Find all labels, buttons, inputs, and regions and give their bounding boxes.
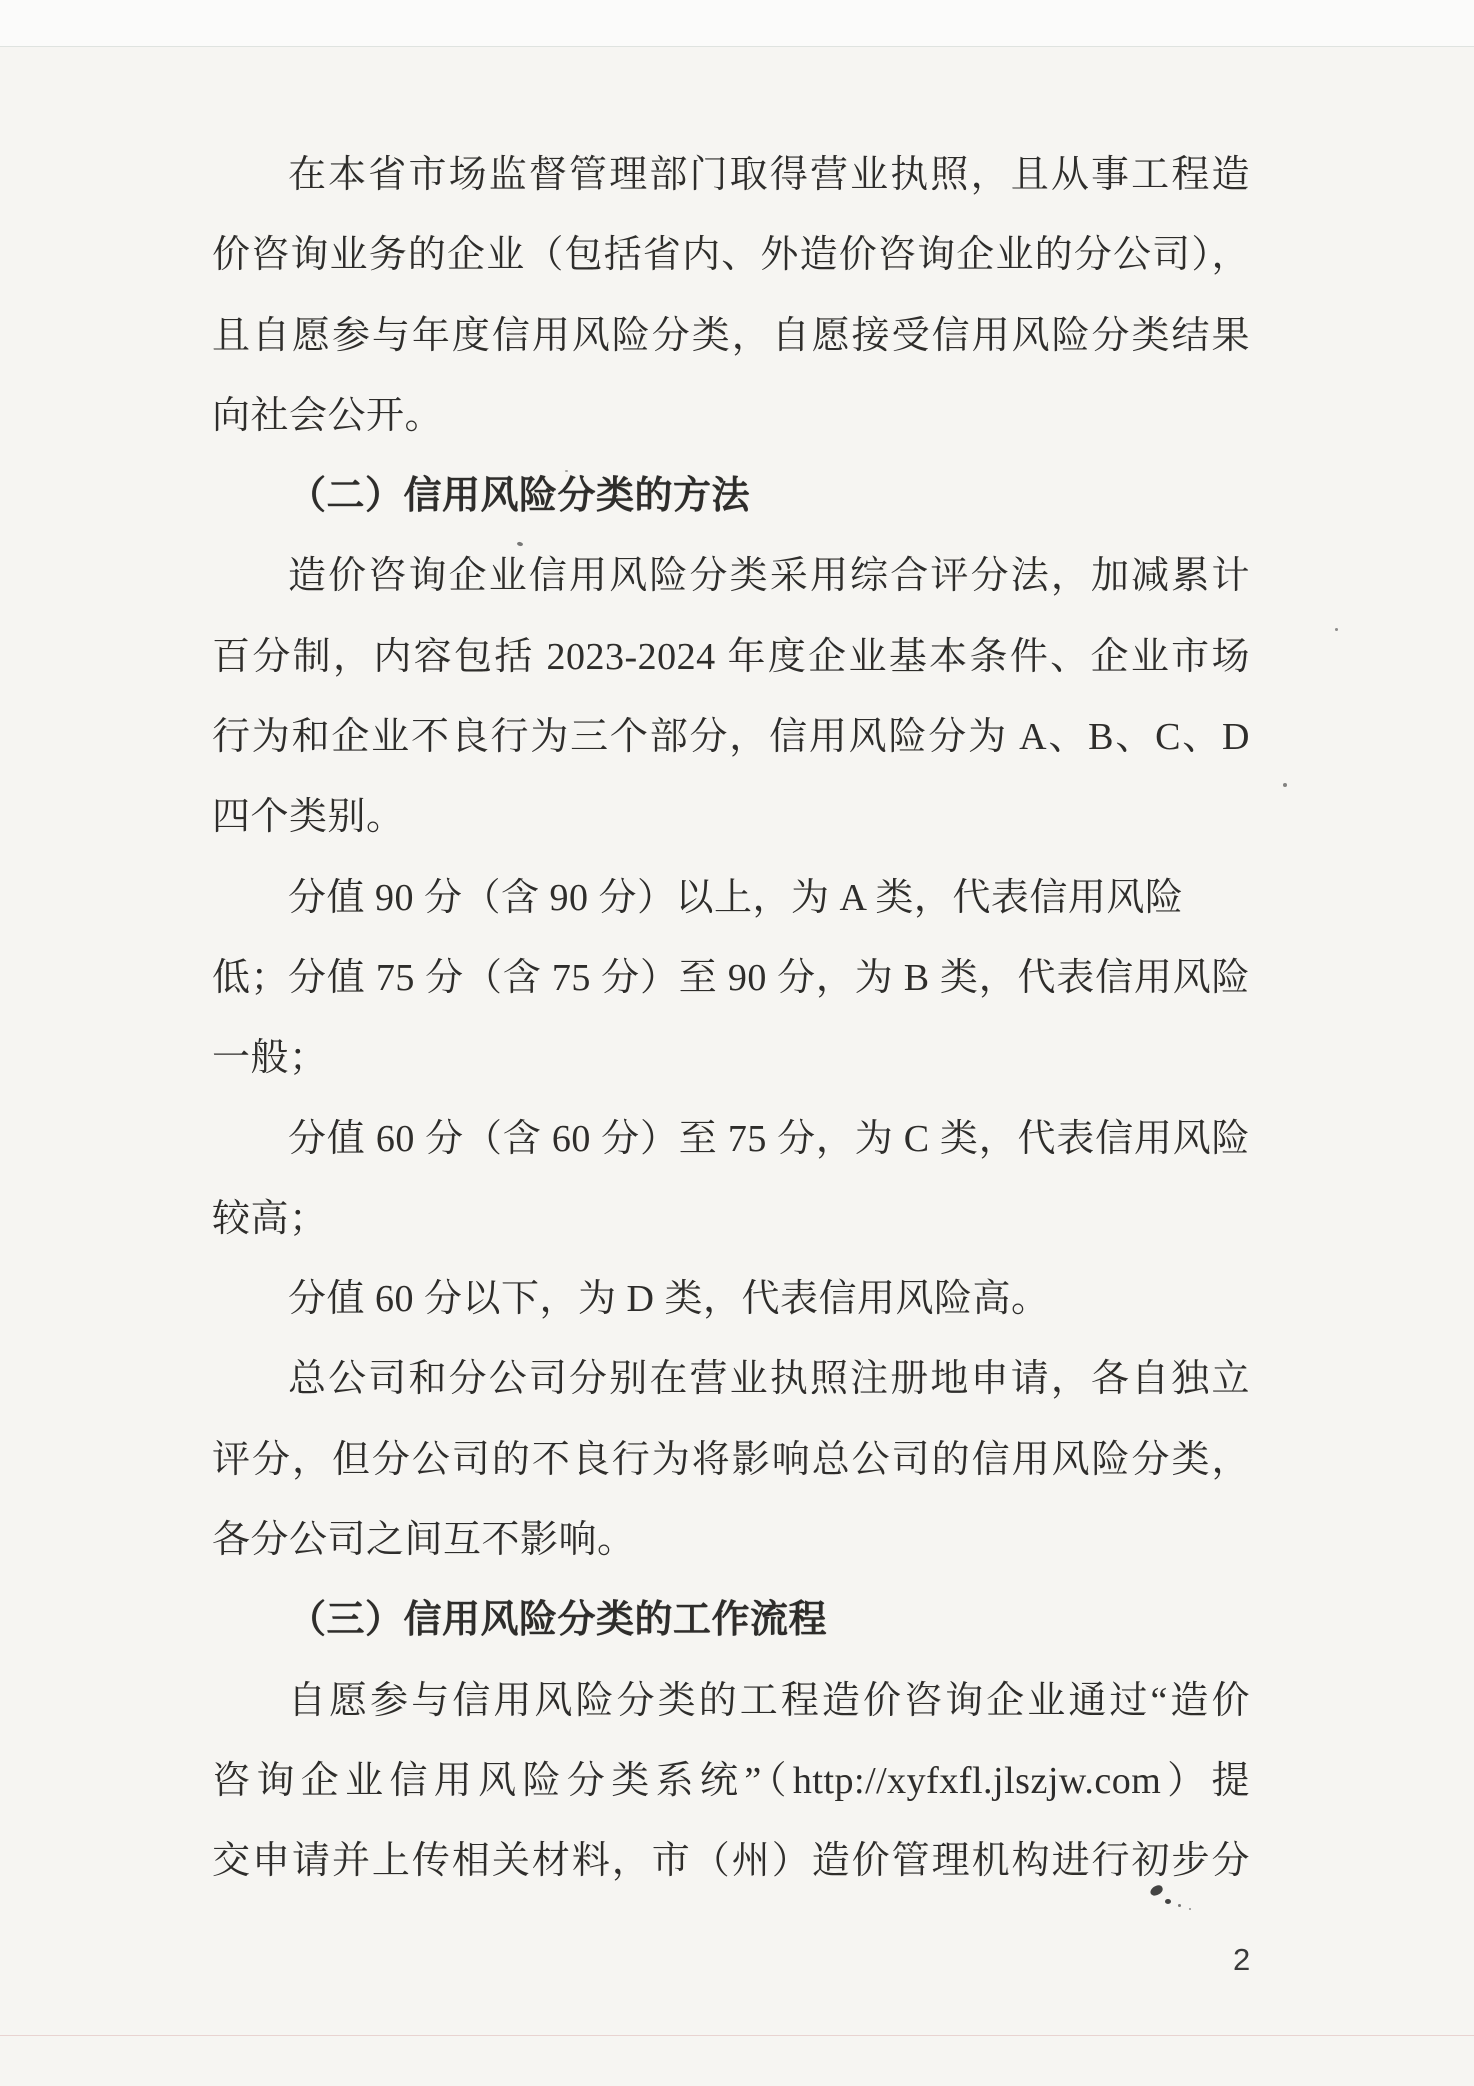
paragraph-line: 四个类别。 [212,796,405,839]
ink-speckle [1165,1899,1171,1904]
paragraph-line: 在本省市场监督管理部门取得营业执照，且从事工程造 [288,154,1250,196]
ink-speckle [1335,628,1338,631]
paragraph-line: 分值 90 分（含 90 分）以上，为 A 类，代表信用风险低； [212,876,1184,999]
ink-speckle [1189,1908,1191,1910]
paragraph-line: 分值 75 分（含 75 分）至 90 分，为 B 类，代表信用风险 [288,956,1250,999]
document-body [212,135,1250,1902]
page-number: 2 [1233,1942,1251,1977]
paragraph-line: 评分，但分公司的不良行为将影响总公司的信用风险分类， [212,1438,1250,1481]
scan-edge-bottom [0,2035,1474,2036]
paragraph-line: 咨询企业信用风险分类系统”（http://xyfxfl.jlszjw.com）提 [212,1759,1250,1802]
paragraph-line: 向社会公开。 [212,394,444,437]
paragraph-line: 造价咨询企业信用风险分类采用综合评分法，加减累计 [288,555,1250,598]
ink-speckle [1178,1904,1181,1907]
ink-speckle [565,470,568,472]
paragraph-line: 百分制，内容包括 2023-2024 年度企业基本条件、企业市场 [212,635,1250,678]
paragraph-line: 行为和企业不良行为三个部分，信用风险分为 A、B、C、D [212,716,1250,759]
paragraph-line: 各分公司之间互不影响。 [212,1519,636,1562]
paragraph-line: 总公司和分公司分别在营业执照注册地申请，各自独立 [288,1358,1250,1401]
section-heading: （三）信用风险分类的工作流程 [288,1599,828,1642]
ink-speckle [1283,783,1287,787]
paragraph-line: 价咨询业务的企业（包括省内、外造价咨询企业的分公司）， [212,234,1250,277]
paragraph-line: 交申请并上传相关材料，市（州）造价管理机构进行初步分 [212,1840,1250,1883]
paragraph-line: 一般； [212,1037,328,1080]
scan-edge-top [0,0,1474,47]
paragraph-line: 分值 60 分以下，为 D 类，代表信用风险高。 [288,1278,1050,1321]
paragraph-line: 且自愿参与年度信用风险分类，自愿接受信用风险分类结果 [212,314,1250,357]
paragraph-line: 较高； [212,1197,328,1240]
paragraph-line: 分值 60 分（含 60 分）至 75 分，为 C 类，代表信用风险 [288,1117,1250,1160]
paragraph-line: 自愿参与信用风险分类的工程造价咨询企业通过“造价 [288,1679,1250,1722]
section-heading: （二）信用风险分类的方法 [288,475,751,518]
